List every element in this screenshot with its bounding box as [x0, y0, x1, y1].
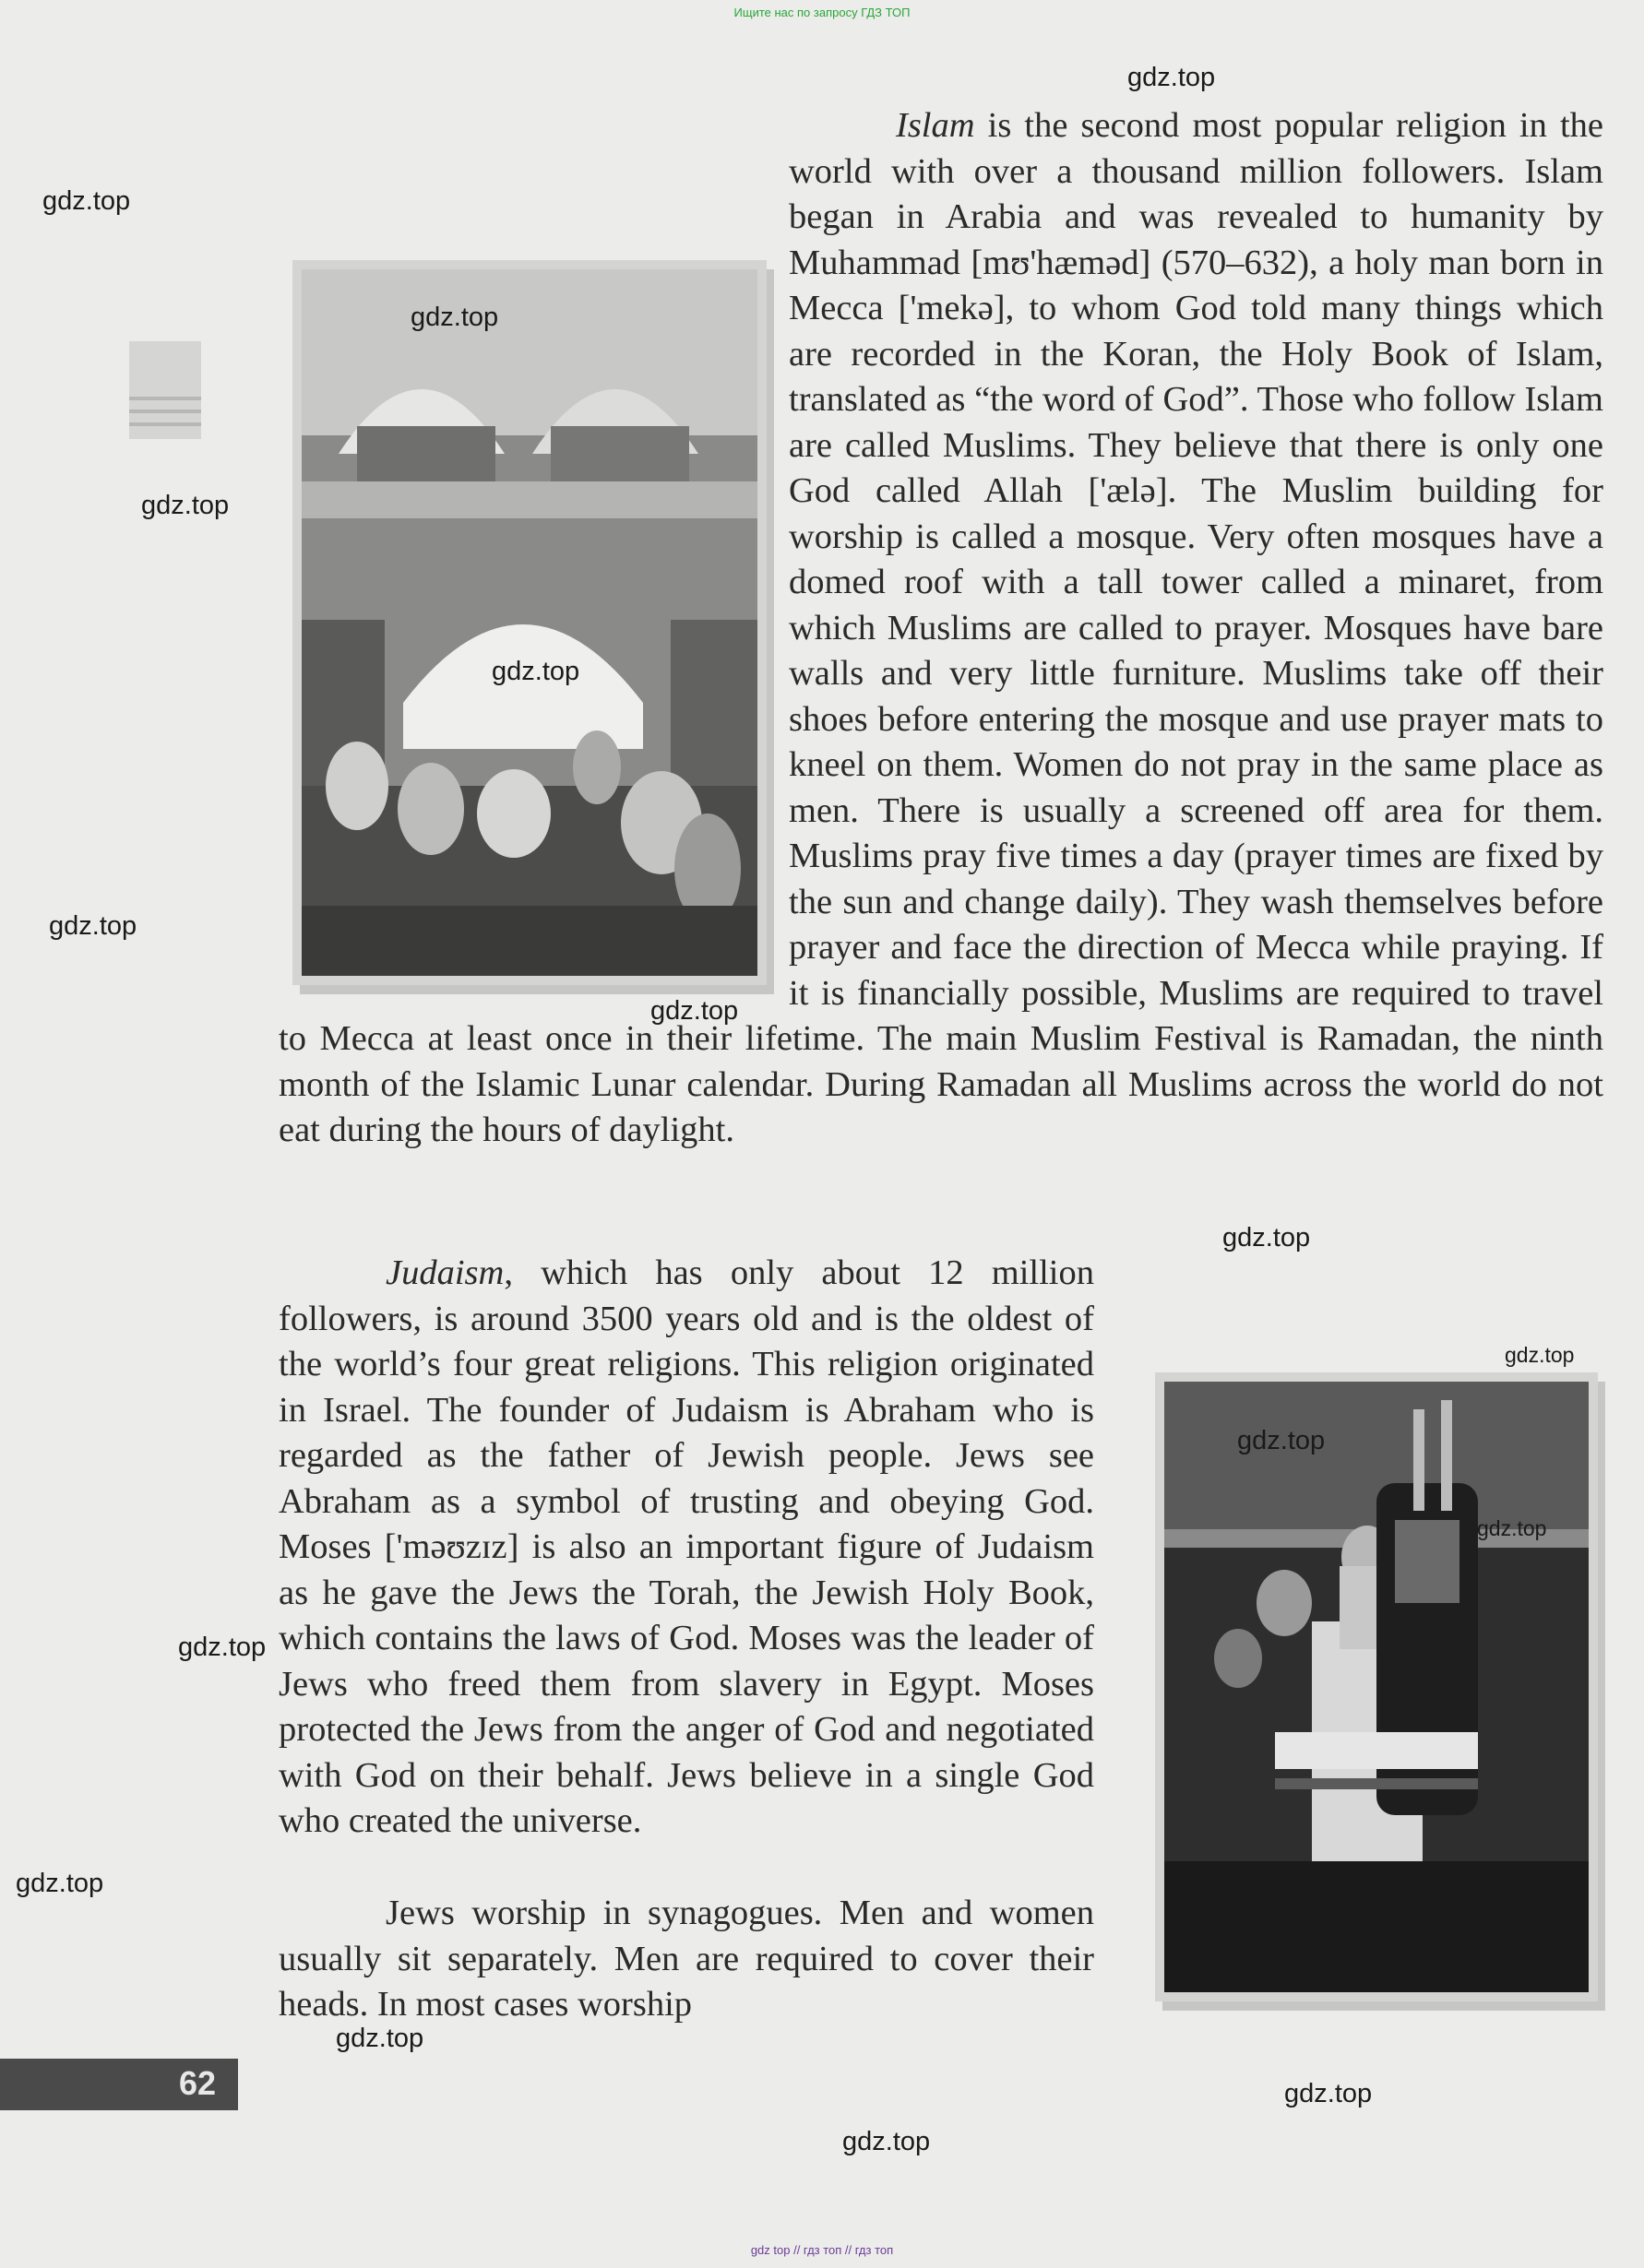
islam-heading: Islam [896, 106, 975, 145]
synagogue-text: Jews worship in synagogues. Men and women usually sit separately. Men are required to cover their heads. In most cases worship [279, 1894, 1094, 2024]
judaism-text: , which has only about 12 million followers, is around 3500 years old and is the oldest of the world’s four great religions. This religion originated in Israel. The founder of Judaism is Abraham who is regarded as the father of Jewish people. Jews see Abraham as a symbol of trusting and obeying God. Moses ['məʊzɪz] is also an important figure of Judaism as he gave the Jews the Torah, the Jewish Holy Book, which contains the laws of God. Moses was the leader of Jews who freed them from slavery in Egypt. Moses protected the Jews from the anger of God and negotiated with God on their behalf. Jews believe in a single God who created the universe. [279, 1253, 1094, 1840]
watermark: gdz.top [1127, 63, 1216, 92]
bleed-through-mark [129, 341, 201, 439]
watermark: gdz.top [492, 657, 580, 686]
page-number-bar [0, 2059, 238, 2110]
top-banner[interactable]: Ищите нас по запросу ГДЗ ТОП [733, 6, 911, 19]
watermark: gdz.top [49, 911, 137, 941]
photo-space [279, 103, 789, 998]
synagogue-paragraph [279, 1891, 1094, 2028]
watermark: gdz.top [178, 1633, 267, 1662]
page-number: 62 [178, 2064, 216, 2102]
watermark: gdz.top [411, 303, 499, 332]
watermark: gdz.top [650, 996, 739, 1026]
bottom-banner[interactable]: gdz top // гдз топ // гдз топ [750, 2243, 894, 2257]
watermark: gdz.top [141, 491, 230, 520]
judaism-heading: Judaism [386, 1253, 505, 1292]
watermark: gdz.top [336, 2024, 424, 2053]
watermark: gdz.top [1477, 1516, 1547, 1540]
watermark: gdz.top [16, 1869, 104, 1898]
watermark: gdz.top [1505, 1343, 1575, 1367]
watermark: gdz.top [1284, 2079, 1373, 2108]
islam-paragraph [279, 103, 1603, 1154]
watermark: gdz.top [42, 186, 131, 216]
photo-space [1094, 1354, 1603, 2036]
watermark: gdz.top [1222, 1223, 1311, 1253]
watermark: gdz.top [842, 2127, 931, 2156]
islam-text: is the second most popular religion in the world with over a thousand million followers. Islam began in Arabia and was revealed to humanity by Muhammad [mʊ'hæməd] (570–632), a holy man born in Mecca ['mekə], to whom God told many things which are recorded in the Koran, the Holy Book of Islam, translated as “the word of God”. Those who follow Islam are called Muslims. They believe that there is only one God called Allah ['ælə]. The Muslim building for worship is called a mosque. Very often mosques have a domed roof with a tall tower called a minaret, from which Muslims are called to prayer. Mosques have bare walls and very little furniture. Muslims take off their shoes before entering the mosque and use prayer mats to kneel on them. Women do not pray in the same place as men. There is usually a screened off area for them. Muslims pray five times a day (prayer times are fixed by the sun and change daily). They wash themselves before prayer and face the direction of Mecca while praying. If it is financially possible, Muslims are required to travel to Mecca at least once in their lifetime. The main Muslim Festival is Ramadan, the ninth month of the Islamic Lunar calendar. During Ramadan all Muslims across the world do not eat during the hours of daylight. [279, 106, 1603, 1149]
watermark: gdz.top [1237, 1426, 1326, 1455]
